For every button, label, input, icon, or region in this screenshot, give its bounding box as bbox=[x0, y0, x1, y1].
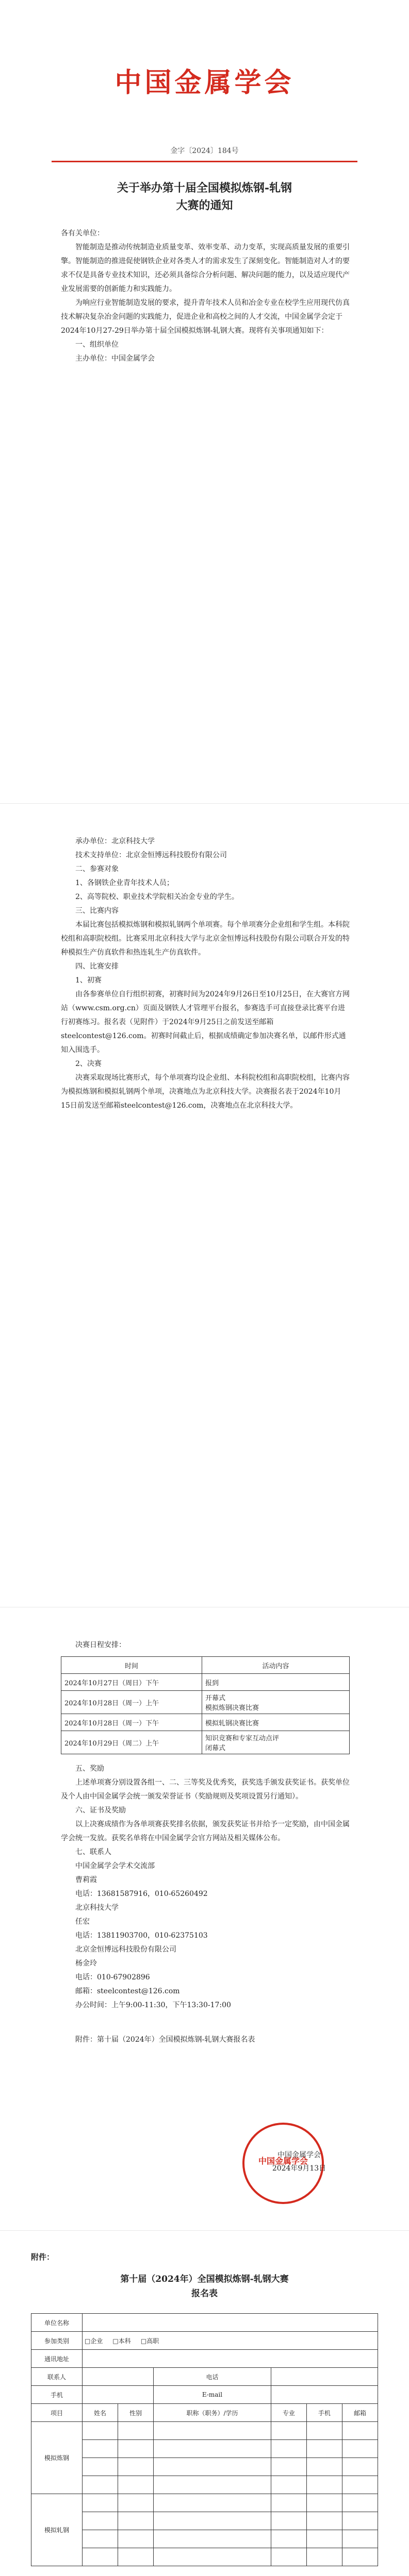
entry-cell[interactable] bbox=[271, 2494, 306, 2512]
preliminary-paragraph: 由各参赛单位自行组织初赛，初赛时间为2024年9月26日至10月25日，在大赛官方网站（www.csm.org.cn）页面及钢铁人才管理平台报名，参赛选手可直接登录比赛平台进行初赛练习。报名表（见附件）于2024年9月25日之前发送至邮箱steelcontest@126.com。初赛时间截止后，根据成绩确定参加决赛名单，以邮件形式通知入围选手。 bbox=[61, 990, 350, 1054]
entry-cell[interactable] bbox=[342, 2422, 378, 2440]
entry-cell[interactable] bbox=[118, 2494, 154, 2512]
form-row-mobile bbox=[31, 2386, 378, 2404]
office-hours: 办公时间：上午9:00-11:30，下午13:30-17:00 bbox=[75, 2001, 231, 2009]
entry-cell[interactable] bbox=[154, 2422, 271, 2440]
schedule-header-time: 时间 bbox=[61, 1657, 202, 1674]
contact-3-phone: 电话：010-67902896 bbox=[75, 1973, 150, 1981]
option-vocational-checkbox[interactable]: □高职 bbox=[140, 2337, 159, 2345]
col-project: 项目 bbox=[31, 2404, 83, 2422]
entry-cell[interactable] bbox=[118, 2422, 154, 2440]
intro-paragraph-1: 智能制造是推动传统制造业质量变革、效率变革、动力变革，实现高质量发展的重要引擎。智能制造的推进促使钢铁企业对各类人才的需求发生了深刻变化。智能制造对人才的要求不仅是具备专业技术知识，还必须具备综合分析问题、解决问题的能力，以及适应现代产业发展需要的创新能力和实践能力。 bbox=[61, 243, 350, 293]
notice-body-1 bbox=[61, 227, 350, 366]
steel-entry-row bbox=[31, 2440, 378, 2458]
contact-1-phone: 电话：13681587916，010-65260492 bbox=[75, 1890, 208, 1898]
entry-cell[interactable] bbox=[154, 2548, 271, 2566]
schedule-row bbox=[61, 1731, 350, 1754]
option-enterprise-checkbox[interactable]: □企业 bbox=[85, 2337, 103, 2345]
entry-cell[interactable] bbox=[271, 2440, 306, 2458]
signature-block bbox=[248, 2148, 351, 2175]
content-paragraph: 本届比赛包括模拟炼钢和模拟轧钢两个单项赛。每个单项赛分企业组和学生组。本科院校组和高职院校组。比赛采用北京科技大学与北京金恒博远科技股份有限公司联合开发的特种模拟生产仿真软件和热连轧生产仿真软件。 bbox=[61, 921, 350, 957]
title-line-1: 关于举办第十届全国模拟炼钢-轧钢 bbox=[117, 181, 292, 195]
section-7-title: 七、联系人 bbox=[75, 1848, 111, 1856]
entry-cell[interactable] bbox=[83, 2440, 118, 2458]
form-row-unit bbox=[31, 2314, 378, 2332]
entry-cell[interactable] bbox=[83, 2422, 118, 2440]
entry-cell[interactable] bbox=[118, 2548, 154, 2566]
attachment-line: 附件：第十届（2024年）全国模拟炼钢-轧钢大赛报名表 bbox=[75, 2036, 255, 2044]
steel-entry-row bbox=[31, 2458, 378, 2476]
entry-cell[interactable] bbox=[342, 2494, 378, 2512]
entry-cell[interactable] bbox=[306, 2548, 342, 2566]
entry-cell[interactable] bbox=[271, 2530, 306, 2548]
entry-cell[interactable] bbox=[306, 2494, 342, 2512]
salutation: 各有关单位： bbox=[61, 229, 104, 238]
entry-category-options bbox=[83, 2332, 378, 2350]
rolling-entry-row bbox=[31, 2548, 378, 2566]
entry-cell[interactable] bbox=[342, 2530, 378, 2548]
schedule-activity: 报到 bbox=[202, 1674, 350, 1691]
section-3-title: 三、比赛内容 bbox=[75, 907, 119, 915]
form-row-address bbox=[31, 2350, 378, 2368]
schedule-header-activity: 活动内容 bbox=[202, 1657, 350, 1674]
entry-cell[interactable] bbox=[118, 2440, 154, 2458]
col-gender: 性别 bbox=[118, 2404, 154, 2422]
entry-cell[interactable] bbox=[342, 2440, 378, 2458]
entry-cell[interactable] bbox=[271, 2512, 306, 2530]
schedule-activity: 模拟轧钢决赛比赛 bbox=[202, 1714, 350, 1731]
final-paragraph: 决赛采取现场比赛形式，每个单项赛均设企业组、本科院校组和高职院校组，比赛内容为模拟炼钢和模拟轧钢两个单项，决赛地点为北京科技大学。决赛报名表于2024年10月15日前发送至邮箱steelcontest@126.com，决赛地点在北京科技大学。 bbox=[61, 1074, 350, 1110]
form-title-line-1: 第十届（2024年）全国模拟炼钢-轧钢大赛 bbox=[120, 2274, 289, 2284]
entry-cell[interactable] bbox=[154, 2512, 271, 2530]
entry-cell[interactable] bbox=[154, 2494, 271, 2512]
attachment-label: 附件： bbox=[31, 2252, 55, 2262]
entry-cell[interactable] bbox=[306, 2440, 342, 2458]
attachment-page bbox=[0, 2231, 409, 2576]
form-row-category bbox=[31, 2332, 378, 2350]
schedule-row bbox=[61, 1714, 350, 1731]
address-label: 通讯地址 bbox=[31, 2350, 83, 2368]
entry-cell[interactable] bbox=[118, 2458, 154, 2476]
entry-category-label: 参加类别 bbox=[31, 2332, 83, 2350]
entry-cell[interactable] bbox=[306, 2476, 342, 2494]
red-divider bbox=[52, 161, 357, 162]
rolling-entry-row bbox=[31, 2494, 378, 2512]
organizer-unit: 承办单位：北京科技大学 bbox=[75, 837, 155, 845]
schedule-time: 2024年10月28日（周一）上午 bbox=[61, 1691, 202, 1714]
form-title bbox=[0, 2272, 409, 2301]
entry-cell[interactable] bbox=[154, 2458, 271, 2476]
schedule-activity: 开幕式 模拟炼钢决赛比赛 bbox=[202, 1691, 350, 1714]
entry-cell[interactable] bbox=[118, 2530, 154, 2548]
entry-cell[interactable] bbox=[306, 2422, 342, 2440]
contact-3-org: 北京金恒博远科技股份有限公司 bbox=[75, 1945, 176, 1954]
option-undergrad-checkbox[interactable]: □本科 bbox=[112, 2337, 131, 2345]
participant-item-2: 2、高等院校、职业技术学院相关冶金专业的学生。 bbox=[75, 893, 239, 901]
col-mobile: 手机 bbox=[306, 2404, 342, 2422]
contact-3-person: 杨金玲 bbox=[75, 1959, 97, 1968]
contact-2-phone: 电话：13811903700，010-62375103 bbox=[75, 1931, 208, 1940]
entry-cell[interactable] bbox=[306, 2530, 342, 2548]
entry-cell[interactable] bbox=[271, 2476, 306, 2494]
entry-cell[interactable] bbox=[83, 2494, 118, 2512]
notice-title bbox=[0, 179, 409, 214]
schedule-time: 2024年10月28日（周一）下午 bbox=[61, 1714, 202, 1731]
col-title: 职称（职务）/学历 bbox=[154, 2404, 271, 2422]
entry-cell[interactable] bbox=[306, 2512, 342, 2530]
entry-cell[interactable] bbox=[83, 2476, 118, 2494]
entry-cell[interactable] bbox=[154, 2476, 271, 2494]
section-6-title: 六、证书及奖励 bbox=[75, 1806, 126, 1815]
signing-date: 2024年9月13日 bbox=[272, 2164, 326, 2173]
entry-cell[interactable] bbox=[118, 2512, 154, 2530]
entry-cell[interactable] bbox=[83, 2458, 118, 2476]
contact-person-label: 联系人 bbox=[31, 2368, 83, 2386]
section-5-title: 五、奖励 bbox=[75, 1765, 104, 1773]
entry-cell[interactable] bbox=[83, 2548, 118, 2566]
schedule-row bbox=[61, 1674, 350, 1691]
section-1-title: 一、组织单位 bbox=[75, 341, 119, 349]
entry-cell[interactable] bbox=[342, 2548, 378, 2566]
mobile-field[interactable] bbox=[83, 2386, 154, 2404]
steel-entry-row bbox=[31, 2422, 378, 2440]
col-major: 专业 bbox=[271, 2404, 306, 2422]
col-email: 邮箱 bbox=[342, 2404, 378, 2422]
schedule-row bbox=[61, 1691, 350, 1714]
participant-item-1: 1、各钢铁企业青年技术人员； bbox=[75, 879, 174, 887]
contact-email: 邮箱：steelcontest@126.com bbox=[75, 1987, 180, 1995]
notice-page-2 bbox=[0, 804, 409, 1607]
schedule-activity: 知识竞赛和专家互动点评 闭幕式 bbox=[202, 1731, 350, 1754]
unit-name-label: 单位名称 bbox=[31, 2314, 83, 2332]
notice-page-1 bbox=[0, 0, 409, 804]
entry-cell[interactable] bbox=[83, 2512, 118, 2530]
notice-body-3 bbox=[61, 1762, 350, 2047]
final-schedule-table bbox=[61, 1656, 350, 1754]
steel-project-label: 模拟炼钢 bbox=[31, 2422, 83, 2494]
preliminary-title: 1、初赛 bbox=[75, 976, 102, 985]
mobile-label: 手机 bbox=[31, 2386, 83, 2404]
notice-body-2 bbox=[61, 835, 350, 1113]
entry-cell[interactable] bbox=[118, 2476, 154, 2494]
contact-2-org: 北京科技大学 bbox=[75, 1904, 119, 1912]
phone-field[interactable] bbox=[271, 2368, 378, 2386]
title-line-2: 大赛的通知 bbox=[176, 199, 233, 212]
schedule-caption bbox=[61, 1638, 350, 1652]
registration-form-table bbox=[31, 2313, 378, 2566]
contact-1-person: 曹莉霞 bbox=[75, 1876, 97, 1884]
signer-name: 中国金属学会 bbox=[277, 2151, 321, 2159]
entry-cell[interactable] bbox=[342, 2512, 378, 2530]
entry-cell[interactable] bbox=[271, 2548, 306, 2566]
phone-label: 电话 bbox=[154, 2368, 271, 2386]
schedule-time: 2024年10月27日（周日）下午 bbox=[61, 1674, 202, 1691]
org-masthead: 中国金属学会 bbox=[114, 67, 295, 98]
email-label: E-mail bbox=[154, 2386, 271, 2404]
unit-name-field[interactable] bbox=[83, 2314, 378, 2332]
email-field[interactable] bbox=[271, 2386, 378, 2404]
schedule-time: 2024年10月29日（周二）上午 bbox=[61, 1731, 202, 1754]
certificate-paragraph: 以上决赛成绩作为各单项赛获奖排名依据，颁发获奖证书并给予一定奖励，由中国金属学会统一发放。获奖名单将在中国金属学会官方网站及相关媒体公布。 bbox=[61, 1820, 350, 1842]
contact-1-org: 中国金属学会学术交流部 bbox=[75, 1862, 155, 1870]
final-title: 2、决赛 bbox=[75, 1060, 102, 1068]
award-paragraph: 上述单项赛分别设置各组一、二、三等奖及优秀奖，获奖选手颁发获奖证书。获奖单位及个人由中国金属学会统一颁发荣誉证书（奖励规则及奖项设置另行通知）。 bbox=[61, 1778, 350, 1801]
rolling-project-label: 模拟轧钢 bbox=[31, 2494, 83, 2566]
support-unit: 技术支持单位：北京金恒博远科技股份有限公司 bbox=[75, 851, 227, 859]
schedule-caption-text: 决赛日程安排： bbox=[75, 1641, 126, 1649]
document-number: 金字〔2024〕184号 bbox=[170, 147, 239, 155]
form-row-contact bbox=[31, 2368, 378, 2386]
col-name: 姓名 bbox=[83, 2404, 118, 2422]
section-4-title: 四、比赛安排 bbox=[75, 962, 119, 971]
contact-2-person: 任宏 bbox=[75, 1918, 90, 1926]
form-title-line-2: 报名表 bbox=[191, 2289, 218, 2299]
schedule-header-row bbox=[61, 1657, 350, 1674]
entry-cell[interactable] bbox=[154, 2440, 271, 2458]
entry-cell[interactable] bbox=[342, 2458, 378, 2476]
rolling-entry-row bbox=[31, 2512, 378, 2530]
form-header-row bbox=[31, 2404, 378, 2422]
intro-paragraph-2: 为响应行业智能制造发展的要求，提升青年技术人员和冶金专业在校学生应用现代仿真技术解决复杂冶金问题的实践能力，促进企业和高校之间的人才交流，中国金属学会定于2024年10月27-29日举办第十届全国模拟炼钢-轧钢大赛。现将有关事项通知如下： bbox=[61, 299, 350, 335]
steel-entry-row bbox=[31, 2476, 378, 2494]
entry-cell[interactable] bbox=[271, 2458, 306, 2476]
section-2-title: 二、参赛对象 bbox=[75, 865, 119, 873]
seal-text: 中国金属学会 bbox=[258, 2156, 308, 2166]
rolling-entry-row bbox=[31, 2530, 378, 2548]
host-unit: 主办单位：中国金属学会 bbox=[75, 354, 155, 363]
contact-person-field[interactable] bbox=[83, 2368, 154, 2386]
entry-cell[interactable] bbox=[306, 2458, 342, 2476]
entry-cell[interactable] bbox=[342, 2476, 378, 2494]
entry-cell[interactable] bbox=[271, 2422, 306, 2440]
entry-cell[interactable] bbox=[154, 2530, 271, 2548]
notice-page-3 bbox=[0, 1607, 409, 2231]
entry-cell[interactable] bbox=[83, 2530, 118, 2548]
address-field[interactable] bbox=[83, 2350, 378, 2368]
